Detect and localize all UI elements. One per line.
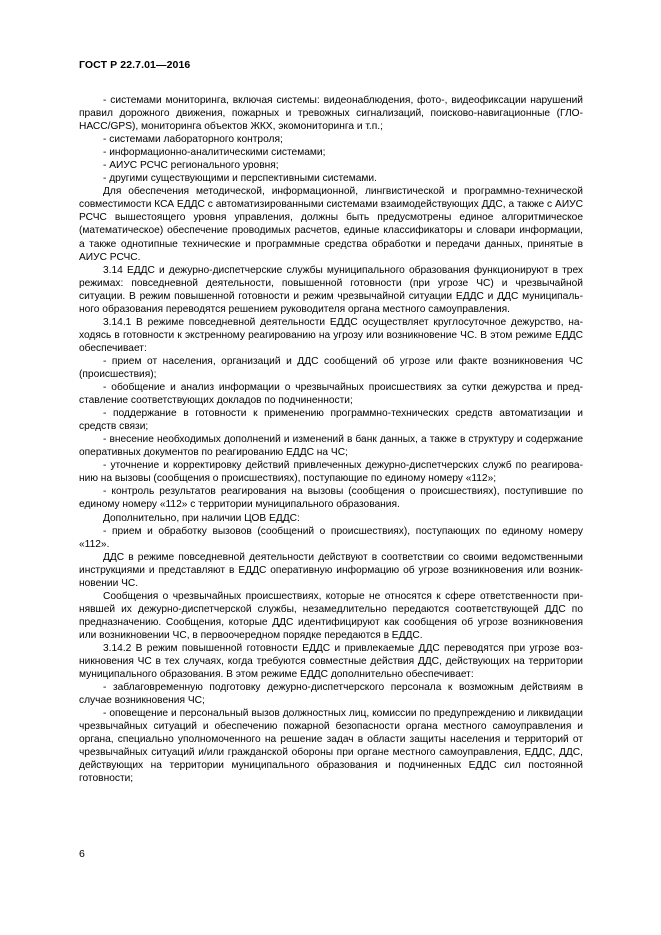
- paragraph: - системами лабораторного контроля;: [103, 134, 283, 146]
- paragraph: - контроль результатов реагирования на вызовы (сообщения о происшествиях), поступившие по единому номеру «112» с территории муниципального образования.: [79, 486, 583, 511]
- paragraph: Сообщения о чрезвычайных происшествиях, которые не относятся к сфере ответственности принявшей их дежурно-диспетчерской службы, незамедлительно передаются соответствующей ДДС по предназначению. Сообщения, которые ДДС идентифицируют как сообщения об угрозе возникновения или возникновении ЧС, в первоочередном порядке передаются в ЕДДС.: [79, 590, 583, 641]
- paragraph: - внесение необходимых дополнений и изменений в банк данных, а также в структуру и содержание оперативных документов по реагированию ЕДДС на ЧС;: [79, 434, 583, 459]
- paragraph: - прием от населения, организаций и ДДС сообщений об угрозе или факте возникновения ЧС (происшествия);: [79, 355, 583, 380]
- paragraph: - системами мониторинга, включая системы: видеонаблюдения, фото-, видеофиксации нарушений правил дорожного движения, пожарных и тревожных сигнализаций, поисково-навигационные (ГЛОНАСС/GPS), мониторинга объектов ЖКХ, экомониторинга и т.п.;: [79, 95, 583, 133]
- document-body: [79, 94, 583, 785]
- paragraph: - обобщение и анализ информации о чрезвычайных происшествиях за сутки дежурства и представление соответствующих докладов по подчиненности;: [79, 382, 583, 407]
- paragraph: - поддержание в готовности к применению программно-технических средств автоматизации и средств связи;: [79, 408, 583, 433]
- paragraph: - оповещение и персональный вызов должностных лиц, комиссии по предупреждению и ликвидации чрезвычайных ситуаций и обеспечению пожарной безопасности органа местного самоуправления и органа, специально уполномоченного на решение задач в области защиты населения и территорий от чрезвычайных ситуаций и/или гражданской обороны при органе местного самоуправления, ЕДДС, ДДС, действующих на территории муниципального образования и подчиненных ЕДДС сил постоянной готовности;: [79, 708, 583, 785]
- paragraph: - другими существующими и перспективными системами.: [103, 173, 377, 185]
- paragraph: 3.14.2 В режим повышенной готовности ЕДДС и привлекаемые ДДС переводятся при угрозе возникновения ЧС в тех случаях, когда требуются совместные действия ДДС, действующих на территории муниципального образования. В этом режиме ЕДДС дополнительно обеспечивает:: [79, 642, 583, 681]
- paragraph: ДДС в режиме повседневной деятельности действуют в соответствии со своими ведомственными инструкциями и представляют в ЕДДС оперативную информацию об угрозе возникновения или возникновении ЧС.: [79, 551, 583, 589]
- paragraph: - уточнение и корректировку действий привлеченных дежурно-диспетчерских служб по реагированию на вызовы (сообщения о происшествиях), поступающие по единому номеру «112»;: [79, 460, 583, 485]
- paragraph: Для обеспечения методической, информационной, лингвистической и программно-технической совместимости КСА ЕДДС с автоматизированными системами взаимодействующих ДДС, а также с АИУС РСЧС вышестоящего уровня управления, должны быть предусмотрены единое алгоритмическое (математическое) обеспечение проводимых расчетов, единые классификаторы и словари информации, а также однотипные технические и программные средства обработки и передачи данных, принятые в АИУС РСЧС.: [79, 186, 583, 263]
- page-number: 6: [79, 848, 85, 860]
- paragraph: 3.14.1 В режиме повседневной деятельности ЕДДС осуществляет круглосуточное дежурство, находясь в готовности к экстренному реагированию на угрозу или возникновение ЧС. В этом режиме ЕДДС обеспечивает:: [79, 316, 583, 354]
- paragraph: Дополнительно, при наличии ЦОВ ЕДДС:: [103, 512, 300, 524]
- paragraph: - АИУС РСЧС регионального уровня;: [103, 160, 279, 172]
- paragraph: 3.14 ЕДДС и дежурно-диспетчерские службы муниципального образования функционируют в трех режимах: повседневной деятельности, повышенной готовности (при угрозе ЧС) и чрезвычайной ситуации. В режим повышенной готовности и режим чрезвычайной ситуации ЕДДС и ДДС муниципального образования переводятся решением руководителя органа местного самоуправления.: [79, 264, 583, 315]
- document-header-title: ГОСТ Р 22.7.01—2016: [79, 59, 191, 71]
- paragraph: - информационно-аналитическими системами;: [103, 147, 326, 159]
- paragraph: - заблаговременную подготовку дежурно-диспетчерского персонала к возможным действиям в случае возникновения ЧС;: [79, 682, 583, 707]
- paragraph: - прием и обработку вызовов (сообщений о происшествиях), поступающих по единому номеру «112».: [79, 525, 583, 550]
